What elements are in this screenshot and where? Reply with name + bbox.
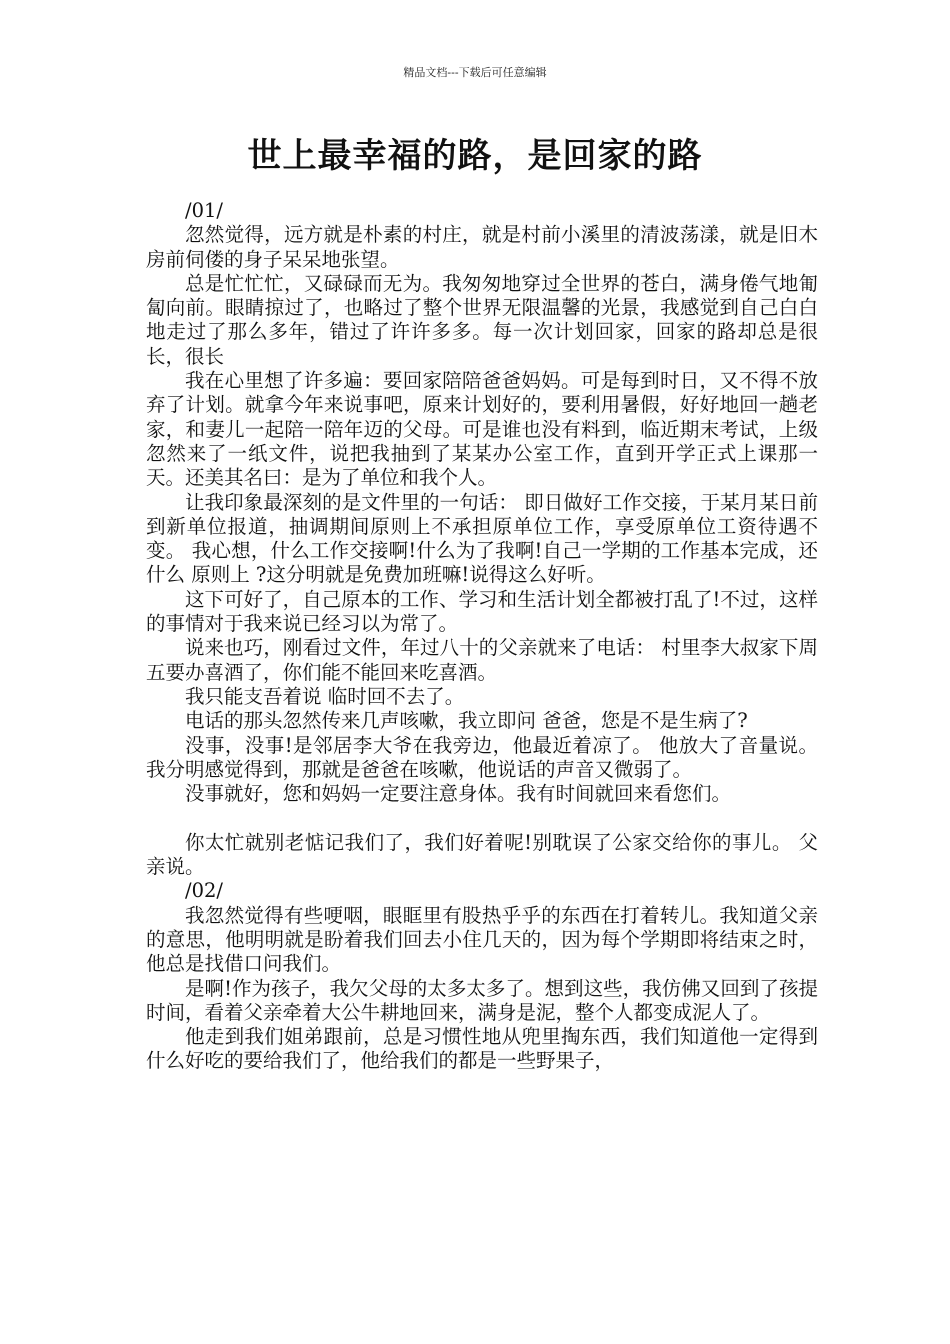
paragraph: 是啊!作为孩子，我欠父母的太多太多了。想到这些，我仿佛又回到了孩提时间，看着父亲牵着大公牛耕地回来，满身是泥，整个人都变成泥人了。 bbox=[146, 976, 818, 1024]
paragraph: 忽然觉得，远方就是朴素的村庄，就是村前小溪里的清波荡漾，就是旧木房前伺偻的身子呆呆地张望。 bbox=[146, 223, 818, 271]
section-marker-02: /02/ bbox=[185, 879, 223, 903]
paragraph: 我只能支吾着说 临时回不去了。 bbox=[185, 684, 465, 708]
paragraph: 电话的那头忽然传来几声咳嗽，我立即问 爸爸，您是不是生病了? bbox=[185, 709, 748, 733]
article-body bbox=[146, 199, 818, 1074]
paragraph: 让我印象最深刻的是文件里的一句话： 即日做好工作交接，于某月某日前到新单位报道，抽调期间原则上不承担原单位工作，享受原单位工资待遇不变。 我心想，什么工作交接啊!什么为了我啊!自己一学期的工作基本完成，还什么 原则上 ?这分明就是免费加班嘛!说得这么好听。 bbox=[146, 490, 818, 587]
paragraph: 没事就好，您和妈妈一定要注意身体。我有时间就回来看您们。 bbox=[185, 782, 732, 806]
header-note: 精品文档---下载后可任意编辑 bbox=[403, 66, 547, 79]
paragraph: 这下可好了，自己原本的工作、学习和生活计划全都被打乱了!不过，这样的事情对于我来说已经习以为常了。 bbox=[146, 587, 818, 636]
paragraph: 他走到我们姐弟跟前，总是习惯性地从兜里掏东西，我们知道他一定得到什么好吃的要给我们了，他给我们的都是一些野果子， bbox=[146, 1025, 818, 1073]
paragraph: 我忽然觉得有些哽咽，眼眶里有股热乎乎的东西在打着转儿。我知道父亲的意思，他明明就是盼着我们回去小住几天的，因为每个学期即将结束之时，他总是找借口问我们。 bbox=[146, 903, 818, 976]
article-title: 世上最幸福的路，是回家的路 bbox=[247, 136, 703, 176]
paragraph: 没事，没事!是邻居李大爷在我旁边，他最近着凉了。 他放大了音量说。我分明感觉得到，那就是爸爸在咳嗽，他说话的声音又微弱了。 bbox=[146, 733, 818, 781]
section-marker-01: /01/ bbox=[185, 199, 223, 222]
paragraph: 说来也巧，刚看过文件，年过八十的父亲就来了电话： 村里李大叔家下周五要办喜酒了，你们能不能回来吃喜酒。 bbox=[146, 636, 818, 684]
paragraph: 你太忙就别老惦记我们了，我们好着呢!别耽误了公家交给你的事儿。 父亲说。 bbox=[146, 830, 818, 879]
paragraph: 我在心里想了许多遍：要回家陪陪爸爸妈妈。可是每到时日，又不得不放弃了计划。就拿今年来说事吧，原来计划好的，要利用暑假，好好地回一趟老家，和妻儿一起陪一陪年迈的父母。可是谁也没有料到，临近期末考试，上级忽然来了一纸文件，说把我抽到了某某办公室工作，直到开学正式上课那一天。还美其名曰：是为了单位和我个人。 bbox=[146, 369, 818, 490]
paragraph: 总是忙忙忙，又碌碌而无为。我匆匆地穿过全世界的苍白，满身倦气地匍匐向前。眼睛掠过了，也略过了整个世界无限温馨的光景，我感觉到自己白白地走过了那么多年，错过了许许多多。每一次计划回家，回家的路却总是很长，很长 bbox=[146, 271, 818, 368]
